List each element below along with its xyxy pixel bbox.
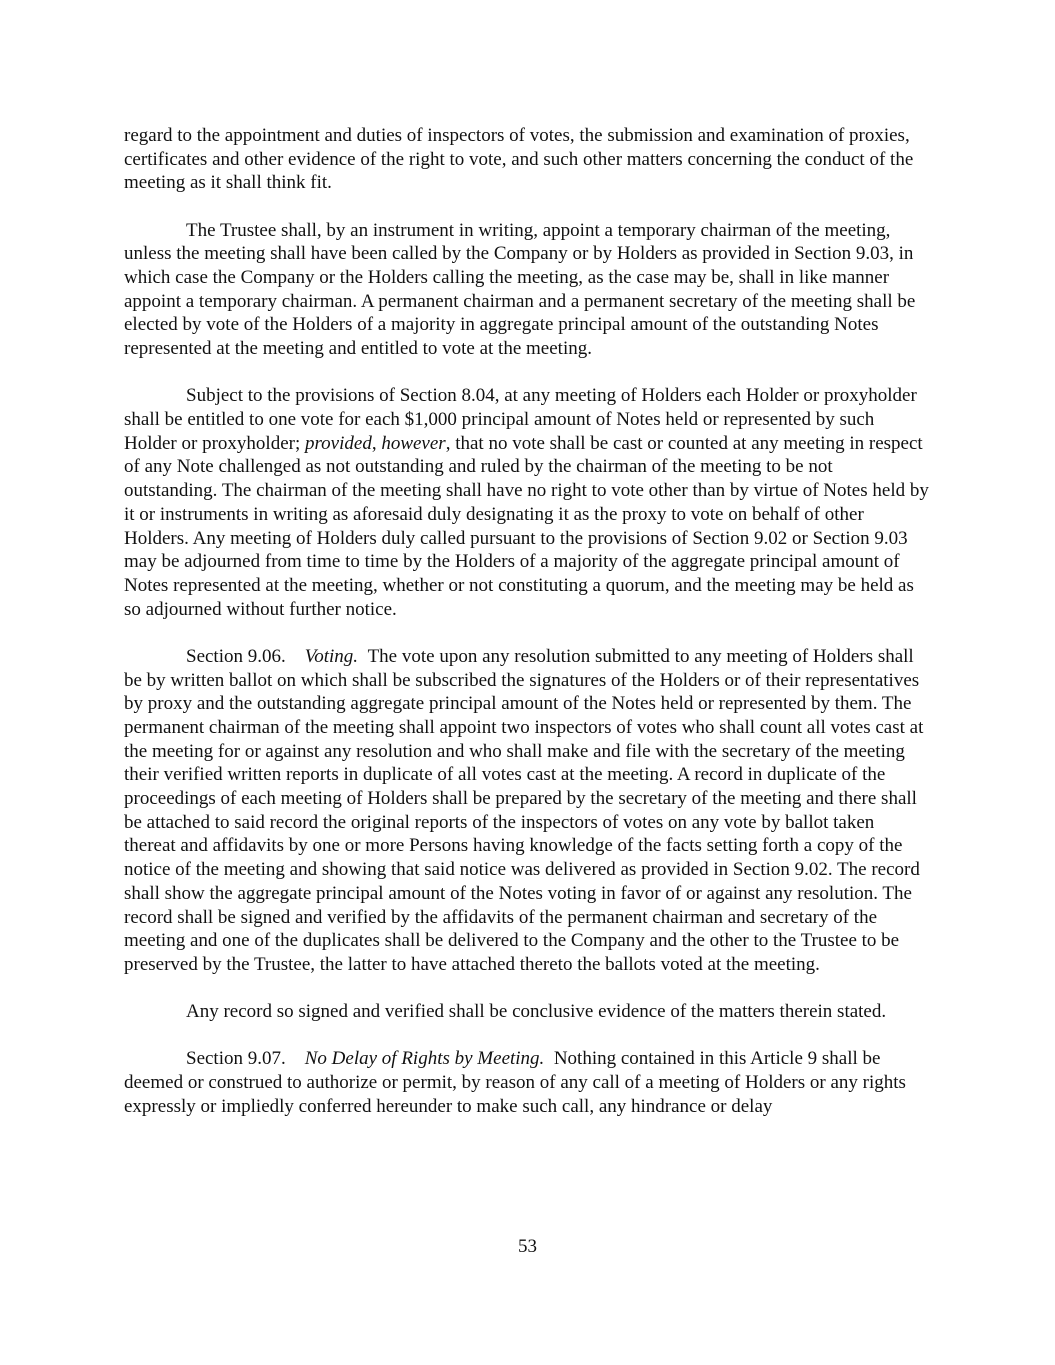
paragraph-text: regard to the appointment and duties of inspectors of votes, the submission and examination of proxies, certificates and other evidence of the right to vote, and such other matters concerning the conduct of the meeting as it shall think fit. <box>124 125 914 194</box>
paragraph-temporary-chairman <box>124 219 929 361</box>
section-9-07-no-delay <box>124 1047 929 1118</box>
emphasis-provided: provided <box>304 432 372 454</box>
section-9-06-voting <box>124 645 929 977</box>
section-heading: No Delay of Rights by Meeting. <box>304 1048 545 1070</box>
paragraph-text: Any record so signed and verified shall be conclusive evidence of the matters therein stated. <box>186 1001 887 1023</box>
paragraph-conclusive-evidence <box>124 1000 929 1024</box>
section-number: Section 9.07. <box>186 1048 286 1070</box>
document-page <box>124 124 929 1142</box>
section-heading: Voting. <box>304 645 359 667</box>
paragraph-text-after: , that no vote shall be cast or counted at any meeting in respect of any Note challenged as not outstanding and ruled by the chairman of the meeting to be not outstanding. The chairman of the meeting shall have no right to vote other than by virtue of Notes held by it or instruments in writing as aforesaid duly designating it as the proxy to vote on behalf of other Holders. Any meeting of Holders duly called pursuant to the provisions of Section 9.02 or Section 9.03 may be adjourned from time to time by the Holders of a majority of the aggregate principal amount of Notes represented at the meeting, whether or not constituting a quorum, and the meeting may be held as so adjourned without further notice. <box>124 432 929 620</box>
emphasis-however: however <box>381 432 446 454</box>
paragraph-voting-rights <box>124 384 929 621</box>
paragraph-text-before: Subject to the provisions of Section 8.04, at any meeting of Holders each Holder or proxyholder shall be entitled to one vote for each $1,000 principal amount of Notes held or represented by such Holder or proxyholder; <box>124 385 917 454</box>
section-body: Nothing contained in this Article 9 shall be deemed or construed to authorize or permit, by reason of any call of a meeting of Holders or any rights expressly or impliedly conferred hereunder to make such call, any hindrance or delay <box>124 1048 906 1117</box>
page-number: 53 <box>518 1236 537 1257</box>
paragraph-continuation <box>124 124 929 195</box>
section-number: Section 9.06. <box>186 645 286 667</box>
section-body: The vote upon any resolution submitted to any meeting of Holders shall be by written ballot on which shall be subscribed the signatures of the Holders or of their representatives by proxy and the outstanding aggregate principal amount of the Notes held or represented by them. The permanent chairman of the meeting shall appoint two inspectors of votes who shall count all votes cast at the meeting for or against any resolution and who shall make and file with the secretary of the meeting their verified written reports in duplicate of all votes cast at the meeting. A record in duplicate of the proceedings of each meeting of Holders shall be prepared by the secretary of the meeting and there shall be attached to said record the original reports of the inspectors of votes on any vote by ballot taken thereat and affidavits by one or more Persons having knowledge of the facts setting forth a copy of the notice of the meeting and showing that said notice was delivered as provided in Section 9.02. The record shall show the aggregate principal amount of the Notes voting in favor of or against any resolution. The record shall be signed and verified by the affidavits of the permanent chairman and secretary of the meeting and one of the duplicates shall be delivered to the Company and the other to the Trustee to be preserved by the Trustee, the latter to have attached thereto the ballots voted at the meeting. <box>124 645 924 975</box>
separator-comma: , <box>371 432 382 454</box>
paragraph-text: The Trustee shall, by an instrument in writing, appoint a temporary chairman of the meeting, unless the meeting shall have been called by the Company or by Holders as provided in Section 9.03, in which case the Company or the Holders calling the meeting, as the case may be, shall in like manner appoint a temporary chairman. A permanent chairman and a permanent secretary of the meeting shall be elected by vote of the Holders of a majority in aggregate principal amount of the outstanding Notes represented at the meeting and entitled to vote at the meeting. <box>124 219 916 360</box>
